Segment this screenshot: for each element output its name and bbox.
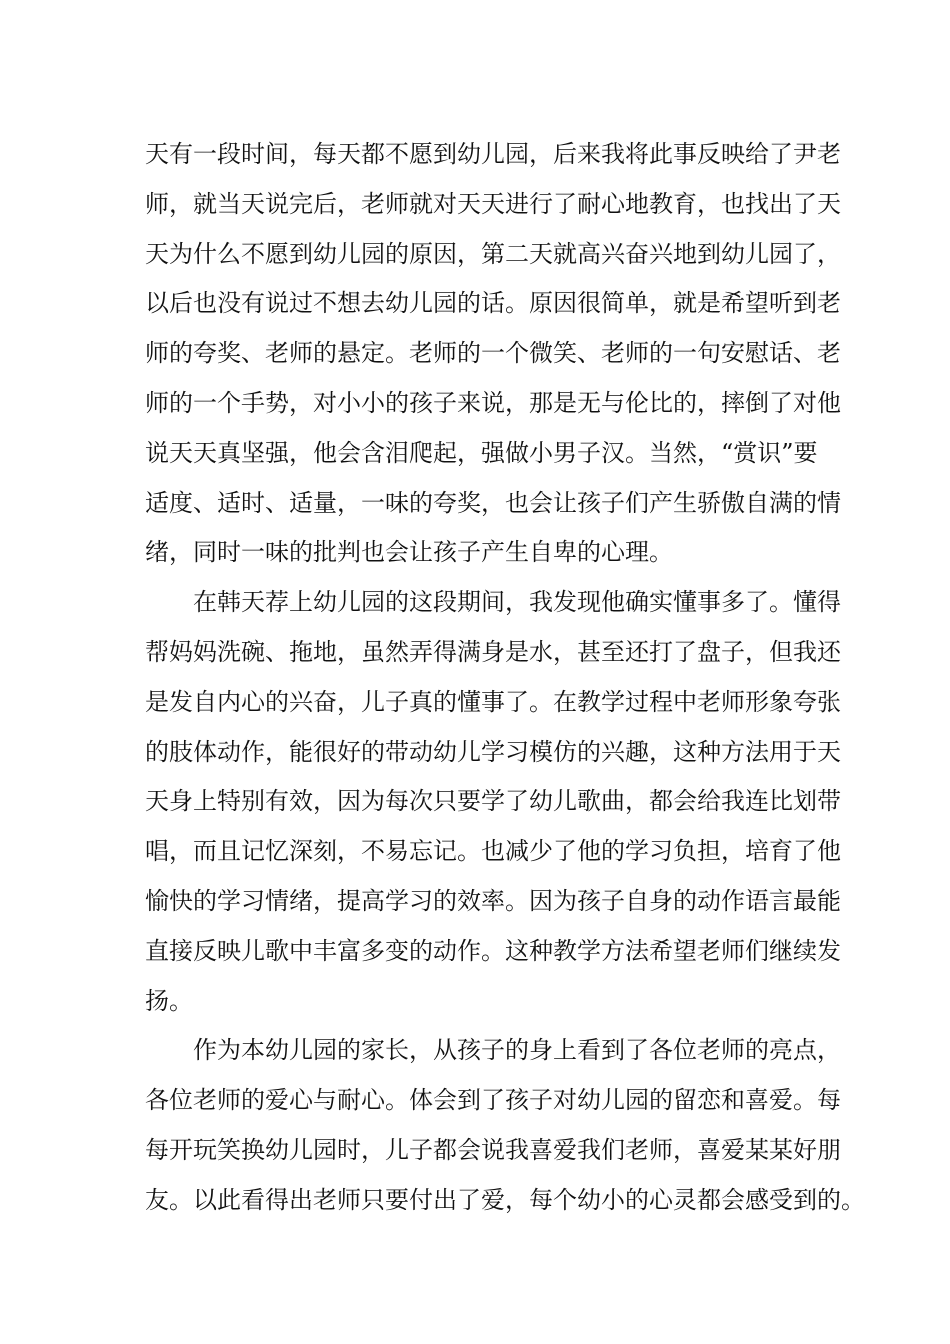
text-line: 天身上特别有效，因为每次只要学了幼儿歌曲，都会给我连比划带 bbox=[145, 787, 841, 816]
text-line: 绪，同时一味的批判也会让孩子产生自卑的心理。 bbox=[145, 538, 673, 567]
text-line: 扬。 bbox=[145, 986, 193, 1015]
text-line: 每开玩笑换幼儿园时，儿子都会说我喜爱我们老师，喜爱某某好朋 bbox=[145, 1135, 841, 1164]
text-line: 以后也没有说过不想去幼儿园的话。原因很简单，就是希望听到老 bbox=[145, 289, 841, 318]
text-line: 师的夸奖、老师的悬定。老师的一个微笑、老师的一句安慰话、老 bbox=[145, 339, 841, 368]
paragraph-1 bbox=[145, 130, 841, 578]
text-line: 天有一段时间，每天都不愿到幼儿园，后来我将此事反映给了尹老 bbox=[145, 140, 841, 168]
text-line: 是发自内心的兴奋，儿子真的懂事了。在教学过程中老师形象夸张 bbox=[145, 687, 841, 716]
text-line: 作为本幼儿园的家长，从孩子的身上看到了各位老师的亮点， bbox=[193, 1036, 841, 1065]
text-line: 在韩天荐上幼儿园的这段期间，我发现他确实懂事多了。懂得 bbox=[193, 588, 841, 617]
text-line: 各位老师的爱心与耐心。体会到了孩子对幼儿园的留恋和喜爱。每 bbox=[145, 1086, 841, 1115]
text-line: 的肢体动作，能很好的带动幼儿学习模仿的兴趣，这种方法用于天 bbox=[145, 737, 841, 766]
text-line: 友。以此看得出老师只要付出了爱，每个幼小的心灵都会感受到的。 bbox=[145, 1185, 865, 1214]
text-line: 唱，而且记忆深刻，不易忘记。也减少了他的学习负担，培育了他 bbox=[145, 837, 841, 866]
paragraph-3 bbox=[145, 1026, 865, 1225]
text-line: 天为什么不愿到幼儿园的原因，第二天就高兴奋兴地到幼儿园了， bbox=[145, 239, 841, 268]
text-line: 直接反映儿歌中丰富多变的动作。这种教学方法希望老师们继续发 bbox=[145, 936, 841, 965]
text-line: 师，就当天说完后，老师就对天天进行了耐心地教育，也找出了天 bbox=[145, 189, 841, 218]
text-line: 师的一个手势，对小小的孩子来说，那是无与伦比的，摔倒了对他 bbox=[145, 388, 841, 417]
paragraph-2 bbox=[145, 578, 841, 1026]
text-line: 愉快的学习情绪，提高学习的效率。因为孩子自身的动作语言最能 bbox=[145, 886, 841, 915]
text-line: 说天天真坚强，他会含泪爬起，强做小男子汉。当然，“赏识”要 bbox=[145, 438, 818, 467]
body-text bbox=[145, 130, 865, 1226]
text-line: 适度、适时、适量，一味的夸奖，也会让孩子们产生骄傲自满的情 bbox=[145, 488, 841, 517]
text-line: 帮妈妈洗碗、拖地，虽然弄得满身是水，甚至还打了盘子，但我还 bbox=[145, 637, 841, 666]
